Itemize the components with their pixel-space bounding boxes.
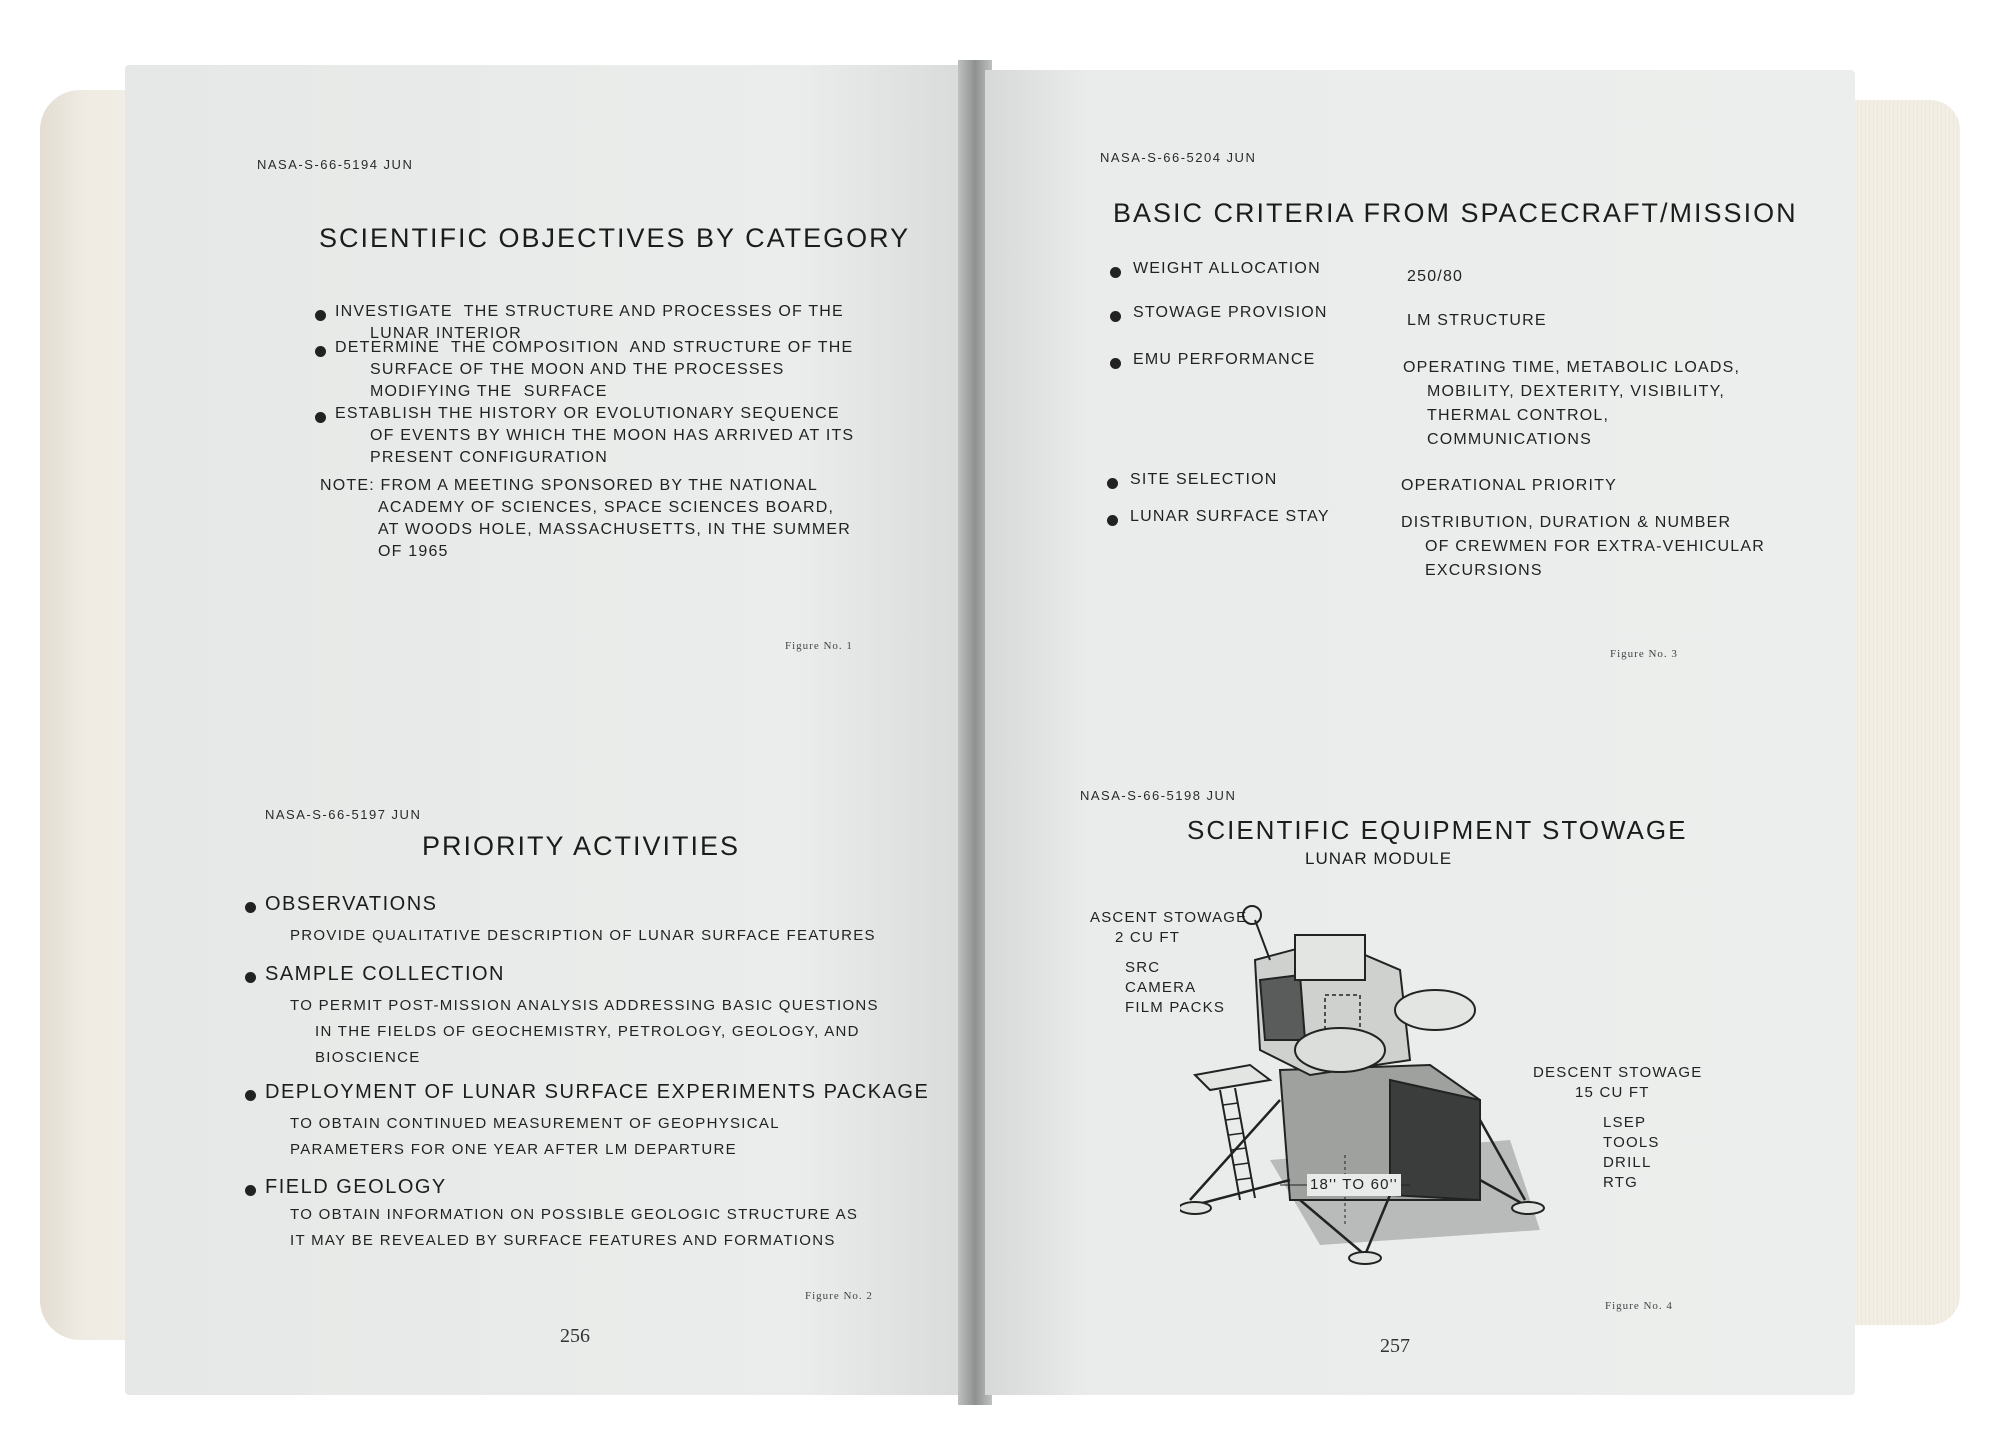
porch <box>1195 1065 1270 1090</box>
ascent-item-camera: CAMERA <box>1125 979 1197 996</box>
bullet-icon <box>315 346 326 357</box>
criteria-emu-value-1: OPERATING TIME, METABOLIC LOADS, <box>1403 359 1741 376</box>
bullet-icon <box>1107 478 1118 489</box>
ascent-tank <box>1295 1028 1385 1072</box>
figure-3-title: BASIC CRITERIA FROM SPACECRAFT/MISSION <box>1113 198 1798 228</box>
criteria-stowage-label: STOWAGE PROVISION <box>1133 304 1328 321</box>
figure-1-code: NASA-S-66-5194 JUN <box>257 157 414 172</box>
criteria-emu-value-2: MOBILITY, DEXTERITY, VISIBILITY, <box>1427 383 1726 400</box>
criteria-weight-value: 250/80 <box>1407 268 1464 285</box>
figure-4-subtitle: LUNAR MODULE <box>1305 849 1453 868</box>
page-number-right: 257 <box>1380 1335 1410 1357</box>
antenna-mast <box>1255 920 1270 960</box>
descent-stowage-label: DESCENT STOWAGE <box>1533 1064 1703 1081</box>
ascent-item-src: SRC <box>1125 959 1161 976</box>
ascent-stowage-volume: 2 CU FT <box>1115 929 1181 946</box>
left-page <box>125 65 965 1395</box>
figure-3-code: NASA-S-66-5204 JUN <box>1100 150 1257 165</box>
criteria-emu-value-3: THERMAL CONTROL, <box>1427 407 1610 424</box>
activity-observations-text-1: PROVIDE QUALITATIVE DESCRIPTION OF LUNAR SURFACE FEATURES <box>290 927 876 944</box>
figure-4-label: Figure No. 4 <box>1605 1300 1673 1312</box>
objective-2-line-3: MODIFYING THE SURFACE <box>370 383 608 400</box>
criteria-stay-label: LUNAR SURFACE STAY <box>1130 508 1330 525</box>
criteria-stowage-value: LM STRUCTURE <box>1407 312 1547 329</box>
objective-2-line-1: DETERMINE THE COMPOSITION AND STRUCTURE OF THE <box>335 339 854 356</box>
bullet-icon <box>245 902 256 913</box>
criteria-emu-value-4: COMMUNICATIONS <box>1427 431 1592 448</box>
footpad-front <box>1349 1252 1381 1264</box>
bullet-icon <box>315 412 326 423</box>
note-line-2: ACADEMY OF SCIENCES, SPACE SCIENCES BOARD, <box>378 499 835 516</box>
activity-alsep-text-1: TO OBTAIN CONTINUED MEASUREMENT OF GEOPHYSICAL <box>290 1115 780 1132</box>
figure-2-title: PRIORITY ACTIVITIES <box>422 831 741 861</box>
criteria-emu-label: EMU PERFORMANCE <box>1133 351 1316 368</box>
right-page <box>985 70 1855 1395</box>
bullet-icon <box>245 972 256 983</box>
objective-2-line-2: SURFACE OF THE MOON AND THE PROCESSES <box>370 361 785 378</box>
ladder-rail-right <box>1235 1088 1255 1198</box>
figure-3-label: Figure No. 3 <box>1610 648 1678 660</box>
descent-item-lsep: LSEP <box>1603 1114 1647 1131</box>
descent-stage-shadow-side <box>1390 1080 1480 1200</box>
activity-sample-collection: SAMPLE COLLECTION <box>265 963 506 985</box>
criteria-stay-value-2: OF CREWMEN FOR EXTRA-VEHICULAR <box>1425 538 1766 555</box>
activity-observations: OBSERVATIONS <box>265 893 438 915</box>
footpad-right <box>1512 1202 1544 1214</box>
rcs-tank <box>1395 990 1475 1030</box>
criteria-site-label: SITE SELECTION <box>1130 471 1278 488</box>
antenna-dish <box>1243 906 1261 924</box>
bullet-icon <box>245 1185 256 1196</box>
activity-geology-text-2: IT MAY BE REVEALED BY SURFACE FEATURES AND FORMATIONS <box>290 1232 836 1249</box>
figure-2-label: Figure No. 2 <box>805 1290 873 1302</box>
page-number-left: 256 <box>560 1325 590 1347</box>
criteria-stay-value-1: DISTRIBUTION, DURATION & NUMBER <box>1401 514 1732 531</box>
lunar-module-illustration <box>1180 900 1550 1270</box>
ascent-window <box>1260 975 1305 1040</box>
note-line-3: AT WOODS HOLE, MASSACHUSETTS, IN THE SUMMER <box>378 521 851 538</box>
bullet-icon <box>1110 311 1121 322</box>
bullet-icon <box>245 1090 256 1101</box>
figure-1-label: Figure No. 1 <box>785 640 853 652</box>
activity-geology-text-1: TO OBTAIN INFORMATION ON POSSIBLE GEOLOGIC STRUCTURE AS <box>290 1206 859 1223</box>
objective-1-line-1: INVESTIGATE THE STRUCTURE AND PROCESSES OF THE <box>335 303 844 320</box>
activity-field-geology: FIELD GEOLOGY <box>265 1176 447 1198</box>
objective-3-line-3: PRESENT CONFIGURATION <box>370 449 608 466</box>
bullet-icon <box>1110 358 1121 369</box>
bullet-icon <box>1110 267 1121 278</box>
activity-alsep-text-2: PARAMETERS FOR ONE YEAR AFTER LM DEPARTURE <box>290 1141 737 1158</box>
descent-item-tools: TOOLS <box>1603 1134 1660 1151</box>
criteria-weight-label: WEIGHT ALLOCATION <box>1133 260 1321 277</box>
ascent-stowage-label: ASCENT STOWAGE <box>1090 909 1248 926</box>
objective-1-line-2: LUNAR INTERIOR <box>370 325 522 342</box>
ladder-rail-left <box>1220 1090 1240 1200</box>
figure-2-code: NASA-S-66-5197 JUN <box>265 807 422 822</box>
footpad-left <box>1180 1202 1211 1214</box>
descent-item-rtg: RTG <box>1603 1174 1638 1191</box>
bullet-icon <box>1107 515 1118 526</box>
note-line-4: OF 1965 <box>378 543 449 560</box>
note-line-1: NOTE: FROM A MEETING SPONSORED BY THE NATIONAL <box>320 477 818 494</box>
objective-3-line-2: OF EVENTS BY WHICH THE MOON HAS ARRIVED AT ITS <box>370 427 855 444</box>
right-page-edges <box>1850 100 1960 1325</box>
activity-sample-text-1: TO PERMIT POST-MISSION ANALYSIS ADDRESSING BASIC QUESTIONS <box>290 997 879 1014</box>
ascent-top-module <box>1295 935 1365 980</box>
descent-stowage-volume: 15 CU FT <box>1575 1084 1650 1101</box>
ladder-rungs <box>1223 1103 1251 1180</box>
ground-clearance-dimension: 18'' TO 60'' <box>1307 1174 1401 1196</box>
criteria-stay-value-3: EXCURSIONS <box>1425 562 1543 579</box>
activity-sample-text-2: IN THE FIELDS OF GEOCHEMISTRY, PETROLOGY, GEOLOGY, AND <box>315 1023 860 1040</box>
descent-item-drill: DRILL <box>1603 1154 1652 1171</box>
objective-3-line-1: ESTABLISH THE HISTORY OR EVOLUTIONARY SEQUENCE <box>335 405 840 422</box>
figure-1-title: SCIENTIFIC OBJECTIVES BY CATEGORY <box>319 223 911 253</box>
activity-sample-text-3: BIOSCIENCE <box>315 1049 421 1066</box>
figure-4-code: NASA-S-66-5198 JUN <box>1080 788 1237 803</box>
activity-alsep-deployment: DEPLOYMENT OF LUNAR SURFACE EXPERIMENTS PACKAGE <box>265 1081 930 1103</box>
bullet-icon <box>315 310 326 321</box>
ascent-item-film-packs: FILM PACKS <box>1125 999 1226 1016</box>
figure-4-title: SCIENTIFIC EQUIPMENT STOWAGE <box>1187 815 1688 845</box>
criteria-site-value: OPERATIONAL PRIORITY <box>1401 477 1618 494</box>
